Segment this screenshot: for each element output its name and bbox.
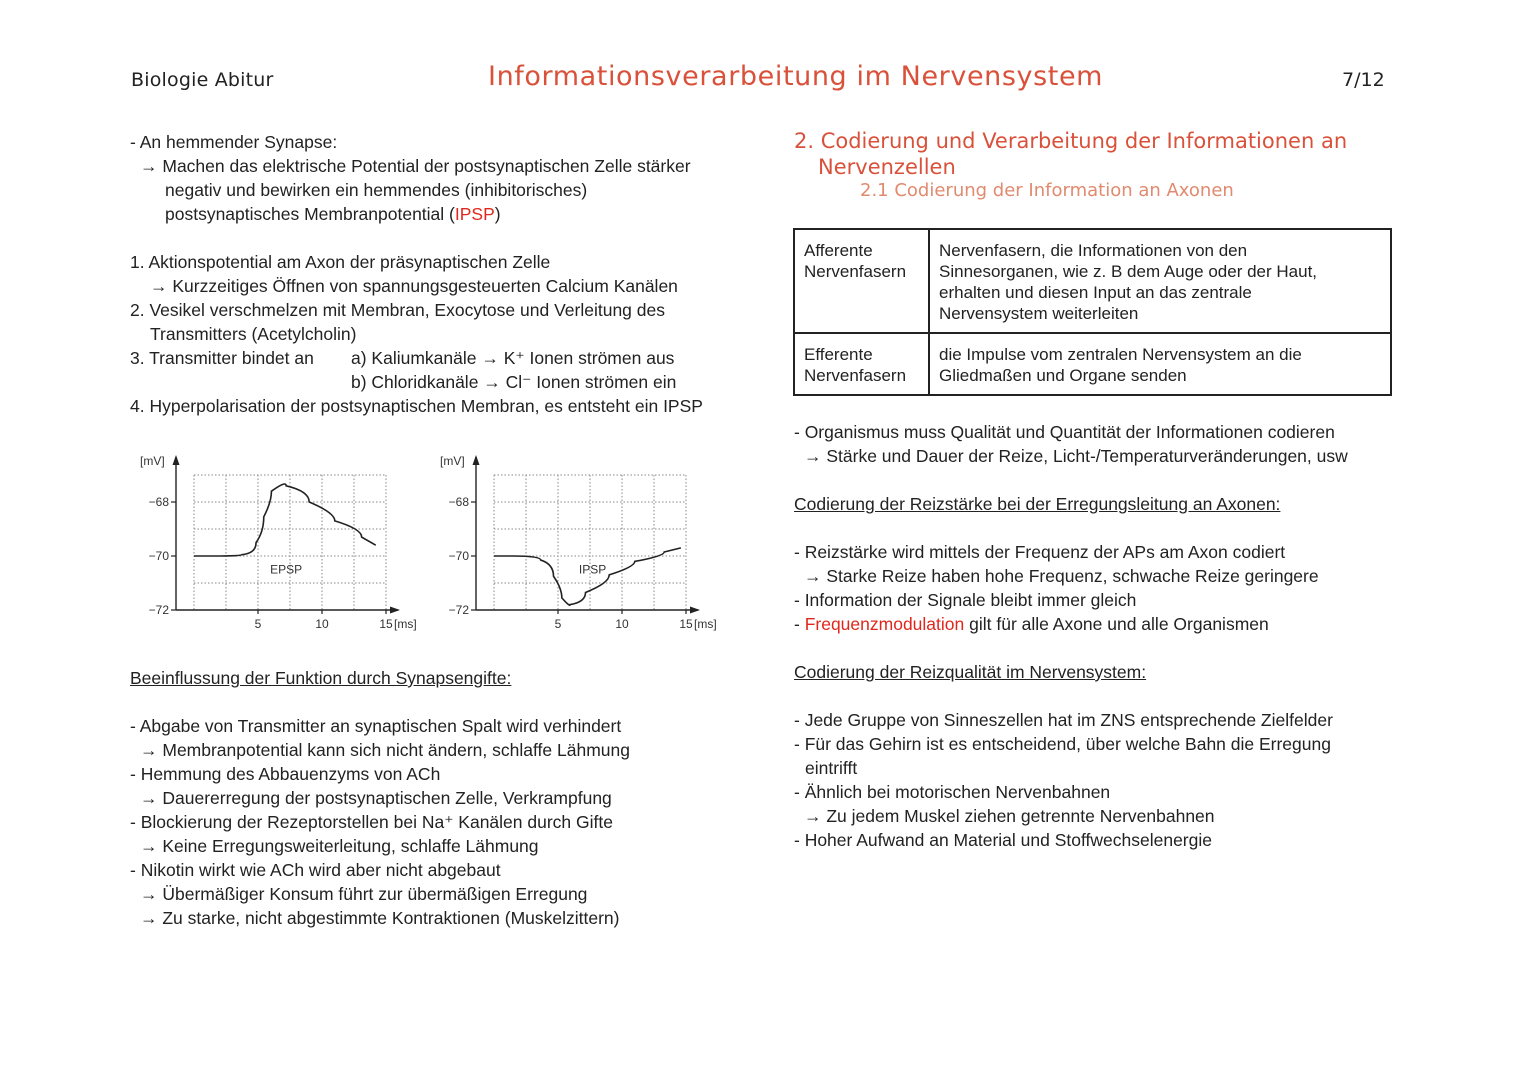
step-4: 4. Hyperpolarisation der postsynaptischen Membran, es entsteht ein IPSP bbox=[130, 396, 703, 416]
ipsp-chart bbox=[428, 445, 738, 640]
frequency-modulation-highlight: Frequenzmodulation bbox=[804, 614, 965, 634]
section-heading: 2. Codierung und Verarbeitung der Informationen an bbox=[794, 129, 1348, 153]
page-number: 7/12 bbox=[1342, 69, 1385, 91]
term-text: Nervenfasern bbox=[804, 366, 907, 385]
definition-text: Gliedmaßen und Organe senden bbox=[939, 366, 1187, 385]
step-3b: b) Chloridkanäle → Cl⁻ Ionen strömen ein bbox=[351, 372, 677, 392]
x-axis-arrow bbox=[390, 607, 400, 614]
strength-text: gilt für alle Axone und alle Organismen bbox=[964, 614, 1269, 634]
table-cell-definition bbox=[929, 229, 1391, 333]
step-1: 1. Aktionspotential am Axon der präsynaptischen Zelle bbox=[130, 252, 551, 272]
term-text: Afferente bbox=[804, 241, 873, 260]
table-cell-term bbox=[794, 333, 929, 395]
poison-item: → Dauererregung der postsynaptischen Zelle, Verkrampfung bbox=[140, 788, 612, 808]
page-title: Informationsverarbeitung im Nervensystem bbox=[488, 61, 1104, 92]
inhib-line: → Machen das elektrische Potential der postsynaptischen Zelle stärker bbox=[140, 156, 691, 176]
y-axis-label: [mV] bbox=[440, 454, 465, 468]
table-cell-term bbox=[794, 229, 929, 333]
y-tick-label: −70 bbox=[148, 549, 169, 563]
quality-item: eintrifft bbox=[805, 758, 858, 778]
definition-text: Nervensystem weiterleiten bbox=[939, 304, 1139, 323]
x-tick-label: 15 bbox=[379, 617, 393, 631]
organism-line: - Organismus muss Qualität und Quantität der Informationen codieren bbox=[794, 422, 1335, 442]
term-text: Efferente bbox=[804, 345, 873, 364]
inhib-line bbox=[165, 202, 501, 226]
step-3a: a) Kaliumkanäle → K⁺ Ionen strömen aus bbox=[351, 348, 675, 368]
nerve-fiber-table bbox=[793, 228, 1392, 396]
strength-item: - Reizstärke wird mittels der Frequenz der APs am Axon codiert bbox=[794, 542, 1286, 562]
quality-item: - Hoher Aufwand an Material und Stoffwechselenergie bbox=[794, 830, 1212, 850]
x-axis-label: [ms] bbox=[694, 617, 717, 631]
definition-text: Nervenfasern, die Informationen von den bbox=[939, 241, 1248, 260]
definition-text: Sinnesorganen, wie z. B dem Auge oder der Haut, bbox=[939, 262, 1318, 281]
step-1-arrow: → Kurzzeitiges Öffnen von spannungsgesteuerten Calcium Kanälen bbox=[150, 276, 678, 296]
poison-item: → Membranpotential kann sich nicht ändern, schlaffe Lähmung bbox=[140, 740, 630, 760]
y-tick-label: −72 bbox=[448, 603, 469, 617]
poison-item: → Übermäßiger Konsum führt zur übermäßigen Erregung bbox=[140, 884, 588, 904]
x-tick-label: 15 bbox=[679, 617, 693, 631]
strength-item: → Starke Reize haben hohe Frequenz, schwache Reize geringere bbox=[804, 566, 1319, 586]
x-axis-arrow bbox=[690, 607, 700, 614]
y-tick-label: −68 bbox=[148, 495, 169, 509]
table-row bbox=[794, 229, 1391, 333]
inhib-heading: - An hemmender Synapse: bbox=[130, 132, 338, 152]
inhib-text: ) bbox=[494, 204, 501, 224]
y-axis-label: [mV] bbox=[140, 454, 165, 468]
organism-line: → Stärke und Dauer der Reize, Licht-/Temperaturveränderungen, usw bbox=[804, 446, 1348, 466]
table-row bbox=[794, 333, 1391, 395]
subsection-heading: 2.1 Codierung der Information an Axonen bbox=[860, 180, 1234, 201]
step-3: 3. Transmitter bindet an bbox=[130, 348, 314, 368]
epsp-chart bbox=[128, 445, 438, 640]
strength-text: - bbox=[794, 614, 805, 634]
series-label: IPSP bbox=[578, 562, 607, 577]
x-tick-label: 5 bbox=[254, 617, 262, 631]
y-tick-label: −70 bbox=[448, 549, 469, 563]
step-2-cont: Transmitters (Acetylcholin) bbox=[150, 324, 357, 344]
inhib-line: negativ und bewirken ein hemmendes (inhibitorisches) bbox=[165, 180, 588, 200]
definition-text: die Impulse vom zentralen Nervensystem an die bbox=[939, 345, 1302, 364]
x-tick-label: 10 bbox=[315, 617, 329, 631]
x-tick-label: 5 bbox=[554, 617, 562, 631]
poison-item: - Nikotin wirkt wie ACh wird aber nicht abgebaut bbox=[130, 860, 501, 880]
strength-item bbox=[794, 612, 1269, 636]
step-2: 2. Vesikel verschmelzen mit Membran, Exocytose und Verleitung des bbox=[130, 300, 665, 320]
poison-item: - Abgabe von Transmitter an synaptischen Spalt wird verhindert bbox=[130, 716, 622, 736]
quality-item: - Für das Gehirn ist es entscheidend, über welche Bahn die Erregung bbox=[794, 734, 1331, 754]
strength-item: - Information der Signale bleibt immer gleich bbox=[794, 590, 1137, 610]
quality-item: - Ähnlich bei motorischen Nervenbahnen bbox=[794, 782, 1111, 802]
poison-item: - Hemmung des Abbauenzyms von ACh bbox=[130, 764, 441, 784]
term-text: Nervenfasern bbox=[804, 262, 907, 281]
y-tick-label: −72 bbox=[148, 603, 169, 617]
document-subject: Biologie Abitur bbox=[131, 69, 274, 91]
quality-heading: Codierung der Reizqualität im Nervensystem: bbox=[794, 662, 1147, 682]
y-tick-label: −68 bbox=[448, 495, 469, 509]
poison-item: - Blockierung der Rezeptorstellen bei Na⁺ Kanälen durch Gifte bbox=[130, 812, 613, 832]
quality-item: - Jede Gruppe von Sinneszellen hat im ZNS entsprechende Zielfelder bbox=[794, 710, 1333, 730]
x-axis-label: [ms] bbox=[394, 617, 417, 631]
poison-heading: Beeinflussung der Funktion durch Synapsengifte: bbox=[130, 668, 512, 688]
poison-item: → Keine Erregungsweiterleitung, schlaffe Lähmung bbox=[140, 836, 539, 856]
y-axis-arrow bbox=[173, 455, 180, 465]
definition-text: erhalten und diesen Input an das zentrale bbox=[939, 283, 1252, 302]
poison-item: → Zu starke, nicht abgestimmte Kontraktionen (Muskelzittern) bbox=[140, 908, 620, 928]
strength-heading: Codierung der Reizstärke bei der Erregungsleitung an Axonen: bbox=[794, 494, 1281, 514]
y-axis-arrow bbox=[473, 455, 480, 465]
section-heading-cont: Nervenzellen bbox=[818, 155, 956, 179]
ipsp-highlight: IPSP bbox=[454, 204, 495, 224]
potential-curve bbox=[194, 484, 376, 556]
inhib-text: postsynaptisches Membranpotential ( bbox=[165, 204, 455, 224]
x-tick-label: 10 bbox=[615, 617, 629, 631]
series-label: EPSP bbox=[270, 562, 303, 577]
table-cell-definition bbox=[929, 333, 1391, 395]
quality-item: → Zu jedem Muskel ziehen getrennte Nervenbahnen bbox=[804, 806, 1215, 826]
